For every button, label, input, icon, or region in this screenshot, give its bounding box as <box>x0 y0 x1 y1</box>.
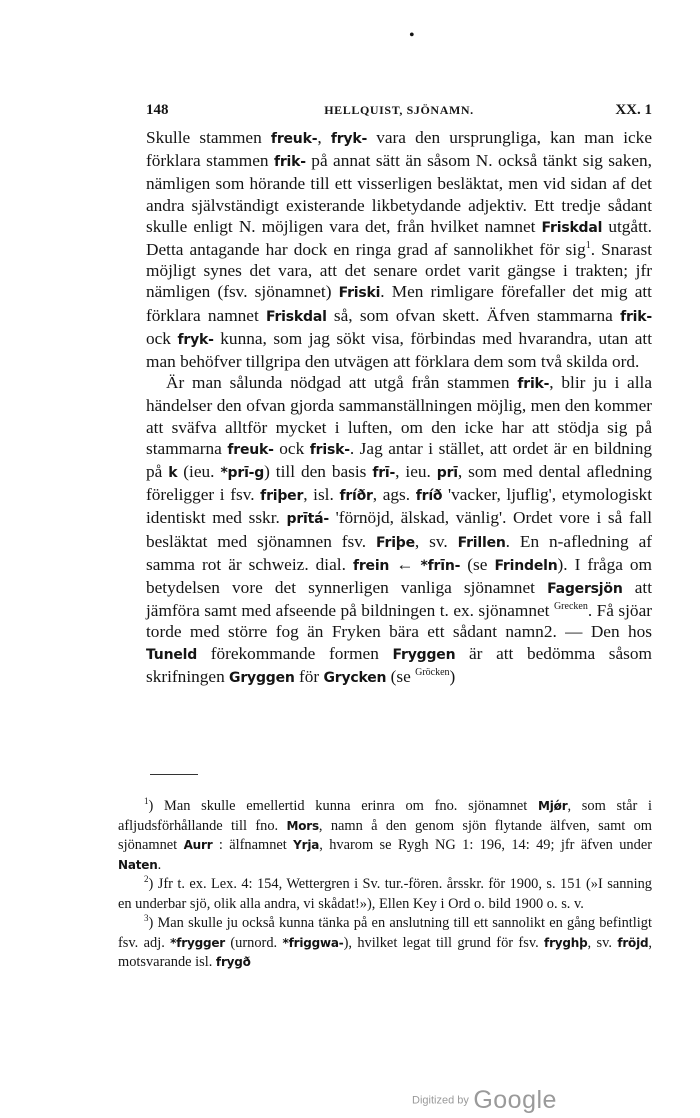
text-run: . — Den hos <box>552 622 652 642</box>
text-run: . Snarast möjligt synes det vara, att det senare ordet varit gängse i trakten; jfr nämligen (fsv. sjönamnet) <box>146 240 652 302</box>
text-run: att jämföra samt med afseende på bildningen t. ex. sjönamnet <box>146 578 653 621</box>
footnote-ref-1: 1 <box>585 240 591 252</box>
text-run: , isl. <box>303 485 340 505</box>
top-dot-mark: • <box>409 27 415 44</box>
text-run: Är man sålunda nödgad att utgå från stammen <box>166 373 518 393</box>
text-run: ) Man skulle ju också kunna tänka på en anslutning till ett sannolikt en gång befintligt fsv. adj. <box>118 915 652 951</box>
text-run: , ags. <box>372 485 416 505</box>
text-run: , hvarom se Rygh NG 1: 196, 14: 49; jfr äfven under <box>319 837 652 853</box>
page-number: 148 <box>146 102 169 118</box>
text-run: så, som ofvan skett. Äfven stammarna <box>326 305 621 325</box>
text-run: vara den ursprungliga, kan man icke förklara stammen <box>146 128 652 171</box>
term: Fryggen <box>392 646 456 663</box>
term: Mjǿr <box>538 799 568 813</box>
text-run: . En n-afledning af samma rot är schweiz. dial. <box>146 531 652 574</box>
term: Fagersjön <box>547 581 623 598</box>
paragraph-1 <box>146 127 652 372</box>
text-run: ) till den basis <box>264 462 373 482</box>
term: fryghþ <box>544 935 588 950</box>
term: prī <box>436 465 458 482</box>
text-run: , sv. <box>414 531 458 551</box>
watermark-prefix: Digitized by <box>412 1094 469 1107</box>
term: fríð <box>415 488 443 505</box>
term: freuk- <box>270 131 318 147</box>
text-run: : älfnamnet <box>212 837 294 853</box>
term: freuk- <box>227 441 274 458</box>
text-run: . Jag antar i stället, att ordet är en bildning på <box>146 438 653 482</box>
text-run: 'vacker, ljuflig', etymologiskt identiskt med sskr. <box>146 485 652 528</box>
text-run: (ieu. <box>177 462 221 482</box>
footnotes <box>118 797 652 973</box>
text-run: kunna, som jag sökt visa, förbindas med hvarandra, utan att man behöfver tillgripa den utvägen att förklara dem som två skilda ord. <box>146 328 653 372</box>
term: Friskdal <box>266 308 327 325</box>
text-run: , motsvarande isl. <box>118 934 653 970</box>
term: Frillen <box>457 534 506 551</box>
text-run: , som står i afljudsförhållande till fno. <box>118 798 652 834</box>
text-run: (se <box>460 554 495 574</box>
text-run: på annat sätt än såsom N. också tänkt sig saken, nämligen som hörande till ett visserligen besläktat, men vid sidan af det andra självständigt existerande likbetydande adjektiv. Ett tredje sådant skulle enligt N. möjligen vara det, från hvilket namnet <box>146 151 652 236</box>
text-run: ) Man skulle emellertid kunna erinra om fno. sjönamnet <box>148 798 539 814</box>
term: fryk- <box>177 331 214 348</box>
term: Naten <box>118 857 158 872</box>
text-run: , ieu. <box>395 462 437 482</box>
text-run: . Få sjöar torde med större fog än Fryken bära ett sådant namn <box>146 601 652 642</box>
text-run: ← <box>389 554 421 574</box>
term: frik- <box>273 154 306 171</box>
paragraph-2 <box>146 372 652 689</box>
term: Aurr <box>183 838 213 852</box>
term: prītá- <box>286 511 329 528</box>
text-run: ) <box>449 666 456 686</box>
text-run: . Men rimligare förefaller det mig att förklara namnet <box>146 282 652 325</box>
term: *prī-g <box>220 465 265 482</box>
text-run: 'förnöjd, älskad, vänlig'. Ordet vore i så fall besläktat med sjönamnen fsv. <box>146 508 653 551</box>
text-run: ock <box>146 328 178 348</box>
term: Friskdal <box>541 219 603 236</box>
text-run: , som med dental afledning föreligger i fsv. <box>146 462 652 505</box>
term: friþer <box>260 488 304 505</box>
text-run: Skulle stammen <box>146 128 271 147</box>
text-run: (se <box>386 666 416 686</box>
text-run: ) Jfr t. ex. Lex. 4: 154, Wettergren i Sv. tur.-fören. årsskr. för 1900, s. 151 (»I sanning en underbar sjö, olik alla andra, vi skådat!»), Ellen Key i Ord o. bild 1900 o. s. v. <box>118 876 652 912</box>
term: Tuneld <box>146 646 198 663</box>
footnote-3: $^3$) Man skulle ju också kunna tänka på en anslutning till ett sannolikt en gång befintligt fsv. adj. *frygger (urnord. *friggwa-), hvilket legat till grund för fsv. fryghþ, sv. fröjd, motsvarande isl. frygð <box>118 913 653 970</box>
digitized-watermark <box>412 1086 557 1116</box>
footnote-1: $^1$) Man skulle emellertid kunna erinra om fno. sjönamnet Mjǿr, som står i afljudsförhållande till fno. Mors, namn å den genom sjön flytande älfven, samt om sjönamnet Aurr : älfnamnet Yrja, hvarom se Rygh NG 1: 196, 14: 49; jfr äfven under Naten. <box>118 796 652 873</box>
term: Gryggen <box>229 669 295 686</box>
term: Yrja <box>293 838 320 852</box>
term: frygð <box>215 955 251 969</box>
term: Grycken <box>323 669 387 686</box>
term: fröjd <box>617 935 649 950</box>
term: Frindeln <box>494 557 558 574</box>
footnote-2: $^2$) Jfr t. ex. Lex. 4: 154, Wettergren i Sv. tur.-fören. årsskr. för 1900, s. 151 (»I sanning en underbar sjö, olik alla andra, vi skådat!»), Ellen Key i Ord o. bild 1900 o. s. v. <box>118 874 652 912</box>
term: frik- <box>517 376 550 393</box>
term: Friþe <box>376 534 415 551</box>
term: frisk- <box>309 441 350 458</box>
term: *friggwa- <box>282 935 344 950</box>
text-run: (urnord. <box>225 934 283 951</box>
footnote-ref-3: Gröcken <box>415 667 450 679</box>
text-run: utgått. Detta antagande har dock en ringa grad af sannolikhet för sig <box>146 216 653 260</box>
term: Mors <box>286 818 319 833</box>
text-run: , <box>317 128 331 147</box>
term: fríðr <box>339 488 373 505</box>
text-run: förekommande formen <box>197 643 393 663</box>
section-number: XX. 1 <box>615 102 652 118</box>
main-text <box>146 127 652 689</box>
running-head <box>146 99 652 121</box>
footnote-ref-2: Grecken <box>553 601 588 613</box>
text-run: , blir ju i alla händelser den ofvan gjorda sammanställningen möjlig, men den kommer att sväfva alltför mycket i luften, om den icke har att stödja sig på stammarna <box>146 373 652 458</box>
text-run: ), hvilket legat till grund för fsv. <box>343 934 545 951</box>
text-run: är att bedömma såsom skrifningen <box>146 643 652 686</box>
term: *frīn- <box>420 557 461 574</box>
term: frī- <box>372 465 396 482</box>
term: frik- <box>620 308 652 325</box>
term: k <box>168 465 178 482</box>
google-logo: Google <box>473 1086 557 1114</box>
term: Friski <box>338 285 381 302</box>
term: frein <box>352 557 390 574</box>
running-title: HELLQUIST, SJÖNAMN. <box>324 103 474 117</box>
text-run: , sv. <box>587 934 618 951</box>
term: *frygger <box>170 935 226 950</box>
text-run: ock <box>273 438 310 458</box>
text-run: för <box>294 666 324 686</box>
text-run: , namn å den genom sjön flytande älfven, samt om sjönamnet <box>118 817 652 853</box>
text-run: ). I fråga om betydelsen vore det synnerligen vanliga sjönamnet <box>146 554 652 598</box>
term: fryk- <box>330 131 368 147</box>
footnote-rule <box>150 774 198 775</box>
author-name: 2 <box>543 622 553 642</box>
text-run: . <box>157 856 162 873</box>
